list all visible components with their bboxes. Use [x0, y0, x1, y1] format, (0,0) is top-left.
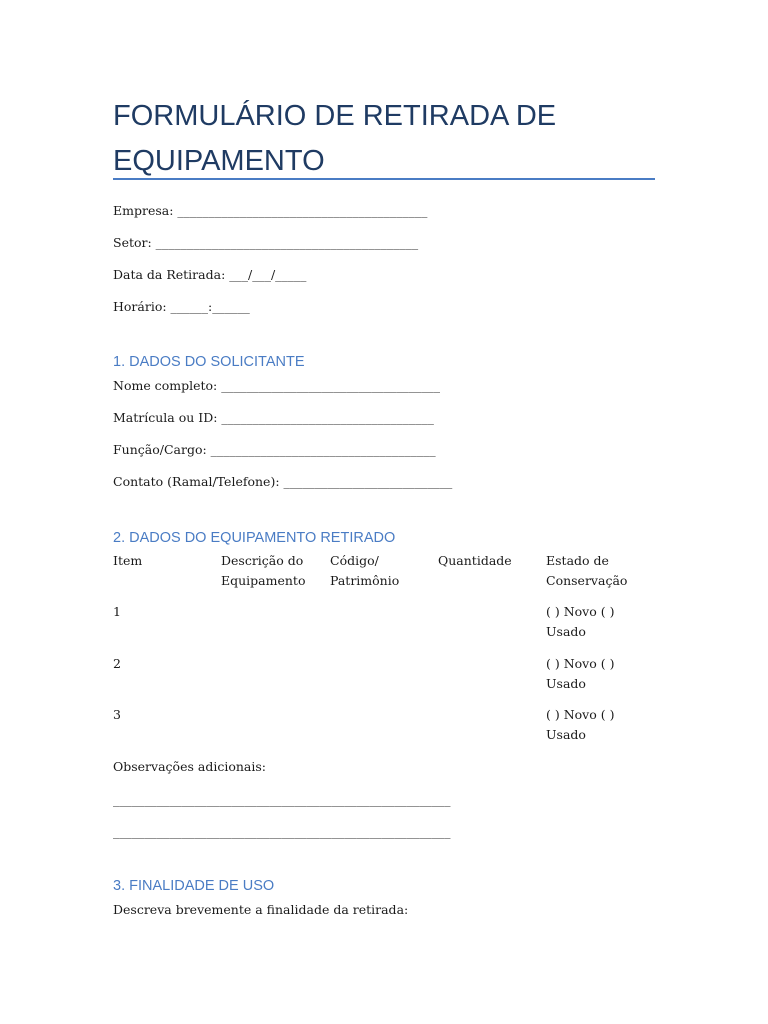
section-2-heading: 2. DADOS DO EQUIPAMENTO RETIRADO: [113, 530, 396, 546]
observation-line: ______________________________________________________: [113, 824, 451, 839]
field-matricula: Matrícula ou ID: __________________________________: [113, 410, 434, 425]
table-header-cell: Estado de Conservação: [546, 553, 628, 588]
table-cell-item: 2: [113, 656, 121, 671]
table-header-cell: Quantidade: [438, 553, 512, 568]
field-funcao-cargo: Função/Cargo: ____________________________________: [113, 442, 436, 457]
field-empresa: Empresa: ________________________________________: [113, 203, 428, 218]
field-data-retirada: Data da Retirada: ___/___/_____: [113, 267, 307, 282]
field-contato: Contato (Ramal/Telefone): ___________________________: [113, 474, 453, 489]
observations-label: Observações adicionais:: [113, 759, 266, 774]
table-cell-estado: ( ) Novo ( ) Usado: [546, 604, 615, 639]
field-nome-completo: Nome completo: ___________________________________: [113, 378, 440, 393]
table-cell-estado: ( ) Novo ( ) Usado: [546, 656, 615, 691]
table-cell-estado: ( ) Novo ( ) Usado: [546, 707, 615, 742]
page-title: [113, 94, 658, 184]
table-cell-item: 1: [113, 604, 121, 619]
table-header-cell: Código/ Patrimônio: [330, 553, 400, 588]
table-header-cell: Descrição do Equipamento: [221, 553, 306, 588]
field-horario: Horário: ______:______: [113, 299, 250, 314]
section-1-heading: 1. DADOS DO SOLICITANTE: [113, 354, 305, 370]
field-setor: Setor: __________________________________________: [113, 235, 419, 250]
section-3-heading: 3. FINALIDADE DE USO: [113, 878, 275, 894]
observation-line: ______________________________________________________: [113, 792, 451, 807]
title-divider: [113, 178, 655, 180]
finalidade-prompt: Descreva brevemente a finalidade da retirada:: [113, 902, 409, 917]
table-header-cell: Item: [113, 553, 143, 568]
table-cell-item: 3: [113, 707, 121, 722]
title-line-1: FORMULÁRIO DE RETIRADA DE: [113, 100, 557, 132]
title-line-2: EQUIPAMENTO: [113, 145, 325, 177]
